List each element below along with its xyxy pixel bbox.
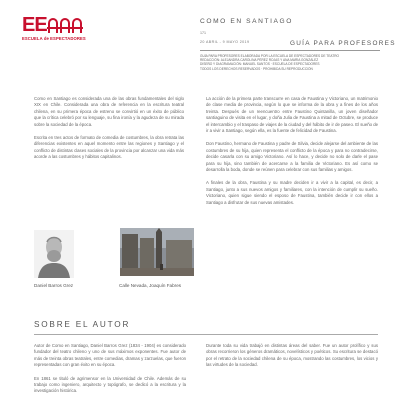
section-divider (34, 334, 378, 335)
header-divider (200, 50, 380, 51)
theater-seats-icon (47, 17, 95, 35)
logo (22, 15, 102, 49)
author-bio-right (206, 343, 378, 376)
synopsis-column (206, 96, 378, 213)
paragraph: Autor de Como en Santiago, Daniel Barros Grez (1834 - 1904) es considerado fundador del teatro chileno y uno de sus máximos exponentes. Fue autor de más de treinta obras teatrales, entre comedias, dramas y zarzuelas, que fueron representadas con gran éxito en su época. (34, 343, 186, 368)
credit-line: REDACCIÓN: ALEJANDRA CAROLINA PÉREZ ROJAS Y ANA MARÍA GONZÁLEZ (200, 58, 319, 63)
credit-line: GUÍA PARA PROFESORES ELABORADA POR LA ESCUELA DE ESPECTADORES DE TEATRO (200, 54, 339, 58)
painting-caption: Calle Nevada, Joaquín Fabres (119, 283, 182, 288)
street-painting (120, 228, 194, 276)
portrait-caption: Daniel Barros Grez (34, 283, 74, 288)
logo-subtitle: ESCUELA de ESPECTADORES (22, 36, 86, 41)
author-bio-left (34, 343, 186, 402)
paragraph: A finales de la obra, Faustina y su madre deciden ir a vivir a la capital, es decir, a Santiago, junto a sus nuevos amigos y familiares, con la intención de cumplir su sueño. Victoriano, quien sigue siendo el esposo de Faustina, también decide ir con ellos a Santiago a disfrutar de sus nuevas amistades. (206, 180, 378, 205)
guide-number: 171 (200, 31, 206, 35)
paragraph: Escrita en tres actos de formato de comedia de costumbres, la obra retrata las diferencias existentes en aquel momento entre las regiones y Santiago y el conflicto de distintas clases sociales de la provincia por alcanzar una vida más acorde a las costumbres y hábitos capitalinos. (34, 135, 184, 160)
section-title: SOBRE EL AUTOR (34, 320, 131, 329)
paragraph: La acción de la primera parte transcurre en casa de Faustina y Victoriano, un matrimonio de clase media de provincia, según lo que se informa de la obra y a fines de los años treinta. Después de un reencuentro entre Faustino Quintanilla, un joven diseñador santiaguino de visita en el lugar, y doña Julia de Faustina a mitad de Octubre, se produce el intercambio y el traspaso de viajes de la ciudad y del hábito de ir de paseo. El sueño de ir a vivir a Santiago, según ella, es la fuente de felicidad de Faustina. (206, 96, 378, 134)
intro-column (34, 96, 184, 168)
logo-letters: EE (22, 14, 47, 36)
paragraph: En 1861 se tituló de agrimensor en la Universidad de Chile. Además de su trabajo como ingeniero, arquitecto y topógrafo, se dedicó a la escritura y la investigación histórica. (34, 375, 186, 394)
credit-line: DISEÑO Y DIAGRAMACIÓN: MANUEL SANTOS · ESCUELA DE ESPECTADORES (200, 62, 320, 67)
paragraph: Don Faustino, hermano de Faustina y padre de Silvia, decide alejarse del ambiente de las costumbres de su hija, quien representa el conflicto de la época y para no contradecirse, decide casarla con su amigo Victoriano. Así lo hace, y decide no solo de darle el pase para su hija, sino también de acercarse a la familia de Victoriano. Es así como se desarrolla la boda, donde se reúnen para celebrar con sus familias y amigos. (206, 141, 378, 173)
performance-dates: 20 ABRIL - 9 MAYO 2019 (200, 40, 250, 44)
play-title: COMO EN SANTIAGO (200, 18, 294, 25)
paragraph: Como en Santiago es considerada una de las obras fundamentales del siglo XIX en Chile. Considerada una obra de referencia en la escritura teatral chilena, en su primera época de estreno se convirtió en un éxito de público que la crítica celebró por su lenguaje, su fina ironía y la agudeza de su mirada sobre la sociedad de la época. (34, 96, 184, 127)
guide-title: GUÍA PARA PROFESORES (290, 40, 396, 47)
credits (200, 54, 380, 71)
author-portrait (34, 230, 74, 278)
credit-line: TODOS LOS DERECHOS RESERVADOS · PROHIBIDA SU REPRODUCCIÓN (200, 66, 313, 71)
paragraph: Durante toda su vida trabajó en distintas áreas del saber. Fue un autor prolífico y sus obras recorrieron los géneros dramáticos, novelísticos y poéticos. Su escritura se destacó por el retrato de la sociedad chilena de su época, mostrando las costumbres, los vicios y las virtudes de la sociedad. (206, 343, 378, 368)
